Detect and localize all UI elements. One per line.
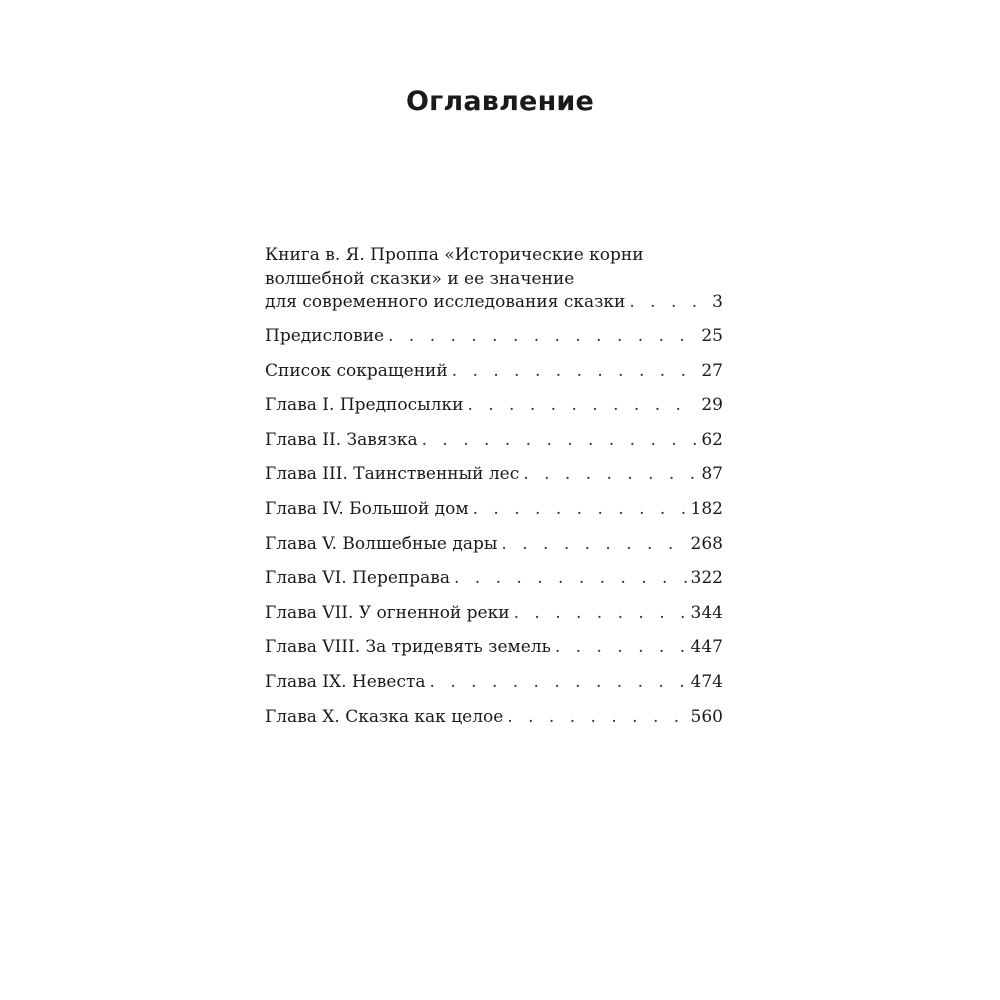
toc-page-number: 560 [690,706,723,727]
toc-entry-title: Глава X. Сказка как целое [265,706,504,727]
dot-leader [555,630,687,665]
table-of-contents [265,244,723,734]
dot-leader [514,596,687,631]
toc-page-number: 29 [701,395,723,416]
toc-entry-title: Список сокращений [265,360,448,381]
toc-page-number: 27 [701,360,723,381]
toc-page-number: 268 [690,533,723,554]
toc-entry-title: Глава V. Волшебные дары [265,533,498,554]
toc-entry[interactable] [265,527,723,562]
toc-entry[interactable] [265,354,723,389]
dot-leader [501,527,686,562]
dot-leader [467,388,697,423]
toc-page-number: 87 [701,464,723,485]
dot-leader [430,665,687,700]
toc-entry-title-line: Книга в. Я. Проппа «Исторические корни [265,245,644,265]
toc-entry[interactable] [265,457,723,492]
dot-leader [454,561,687,596]
toc-entry[interactable] [265,319,723,354]
toc-page-number: 25 [701,326,723,346]
toc-entry-title: Глава VII. У огненной реки [265,602,510,623]
dot-leader [388,319,697,354]
toc-page-number: 322 [690,568,723,589]
dot-leader [629,291,708,315]
toc-page-number: 474 [690,671,723,692]
toc-entry-title: Глава I. Предпосылки [265,395,464,416]
toc-entry[interactable] [265,630,723,665]
toc-page-number: 3 [712,292,723,312]
dot-leader [507,700,686,735]
toc-entry-title: Глава VIII. За тридевять земель [265,637,551,658]
dot-leader [473,492,687,527]
toc-entry-title: Глава III. Таинственный лес [265,464,520,485]
page-title: Оглавление [405,86,595,117]
toc-entry[interactable] [265,244,723,319]
dot-leader [523,457,697,492]
toc-entry[interactable] [265,596,723,631]
toc-entry-title: Глава II. Завязка [265,429,418,450]
toc-entry-title: Глава IX. Невеста [265,671,426,692]
toc-page-number: 447 [690,637,723,658]
toc-entry[interactable] [265,561,723,596]
toc-entry[interactable] [265,423,723,458]
toc-entry[interactable] [265,388,723,423]
toc-page-number: 62 [701,429,723,450]
toc-page-number: 182 [690,498,723,519]
toc-page-number: 344 [690,602,723,623]
toc-entry-title-line: для современного исследования сказки [265,292,626,312]
toc-entry[interactable] [265,492,723,527]
toc-entry[interactable] [265,700,723,735]
toc-entry-title-line: волшебной сказки» и ее значение [265,268,575,289]
toc-entry-title: Глава IV. Большой дом [265,498,469,519]
toc-entry-title: Глава VI. Переправа [265,568,450,589]
toc-entry-title: Предисловие [265,326,385,346]
toc-entry[interactable] [265,665,723,700]
dot-leader [422,423,698,458]
dot-leader [452,354,698,389]
